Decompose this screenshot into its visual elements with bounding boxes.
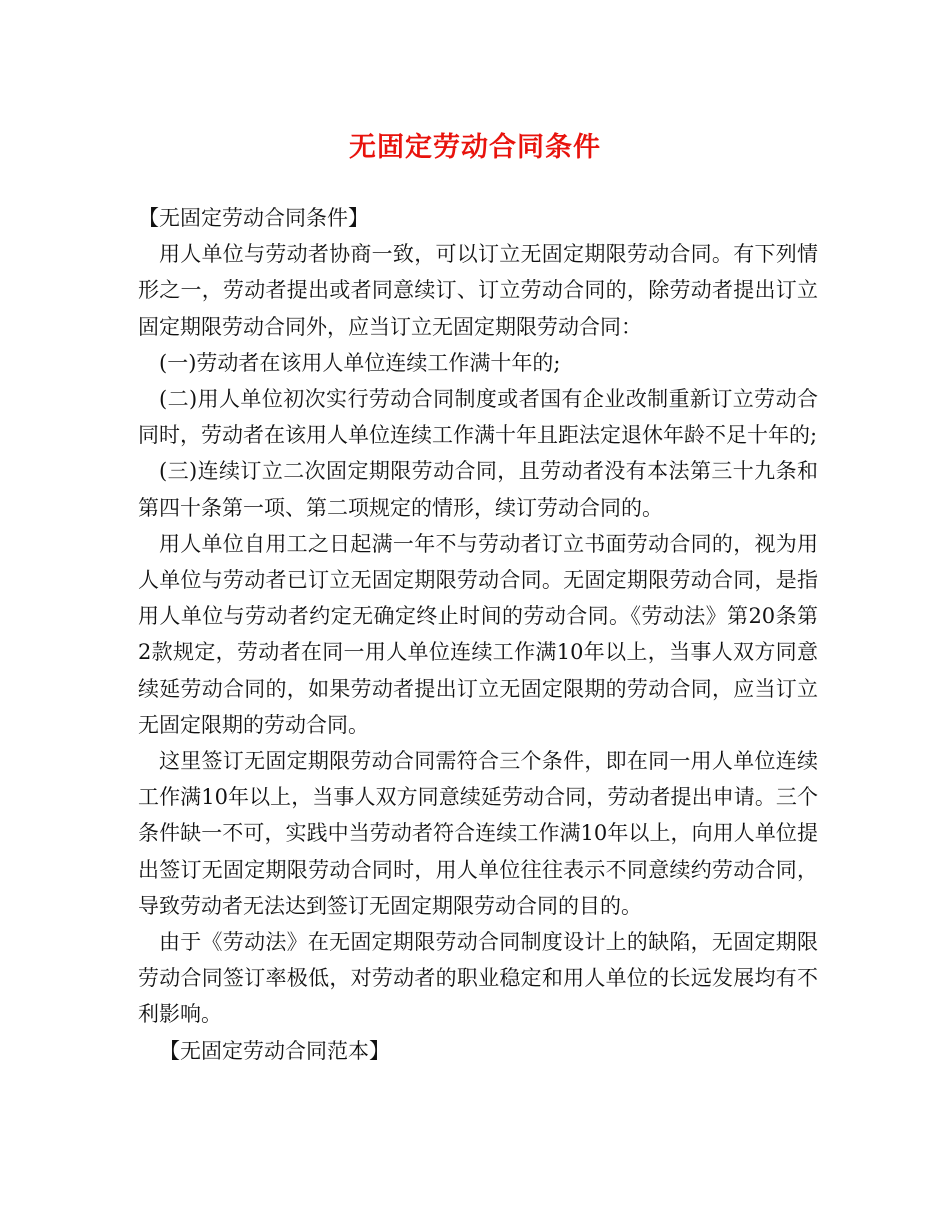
paragraph-definition: 用人单位自用工之日起满一年不与劳动者订立书面劳动合同的，视为用人单位与劳动者已订立无固定期限劳动合同。无固定期限劳动合同，是指用人单位与劳动者约定无确定终止时间的劳动合同。《劳动法》第20条第2款规定，劳动者在同一用人单位连续工作满10年以上，当事人双方同意续延劳动合同的，如果劳动者提出订立无固定限期的劳动合同，应当订立无固定限期的劳动合同。: [138, 531, 818, 737]
document-title: 无固定劳动合同条件: [349, 132, 601, 163]
paragraph-three-conditions: 这里签订无固定期限劳动合同需符合三个条件，即在同一用人单位连续工作满10年以上，当事人双方同意续延劳动合同，劳动者提出申请。三个条件缺一不可，实践中当劳动者符合连续工作满10年以上，向用人单位提出签订无固定期限劳动合同时，用人单位往往表示不同意续约劳动合同，导致劳动者无法达到签订无固定期限劳动合同的目的。: [138, 749, 818, 918]
list-item-2: (二)用人单位初次实行劳动合同制度或者国有企业改制重新订立劳动合同时，劳动者在该用人单位连续工作满十年且距法定退休年龄不足十年的;: [138, 387, 818, 448]
list-item-3: (三)连续订立二次固定期限劳动合同，且劳动者没有本法第三十九条和第四十条第一项、第二项规定的情形，续订劳动合同的。: [138, 459, 818, 520]
paragraph-intro: 用人单位与劳动者协商一致，可以订立无固定期限劳动合同。有下列情形之一，劳动者提出或者同意续订、订立劳动合同的，除劳动者提出订立固定期限劳动合同外，应当订立无固定期限劳动合同：: [138, 242, 818, 339]
section-heading-template: 【无固定劳动合同范本】: [159, 1038, 390, 1063]
list-item-1: (一)劳动者在该用人单位连续工作满十年的;: [159, 350, 561, 375]
paragraph-defects: 由于《劳动法》在无固定期限劳动合同制度设计上的缺陷，无固定期限劳动合同签订率极低，对劳动者的职业稳定和用人单位的长远发展均有不利影响。: [138, 930, 818, 1027]
section-heading-conditions: 【无固定劳动合同条件】: [138, 206, 369, 230]
document-body: [138, 200, 818, 1069]
